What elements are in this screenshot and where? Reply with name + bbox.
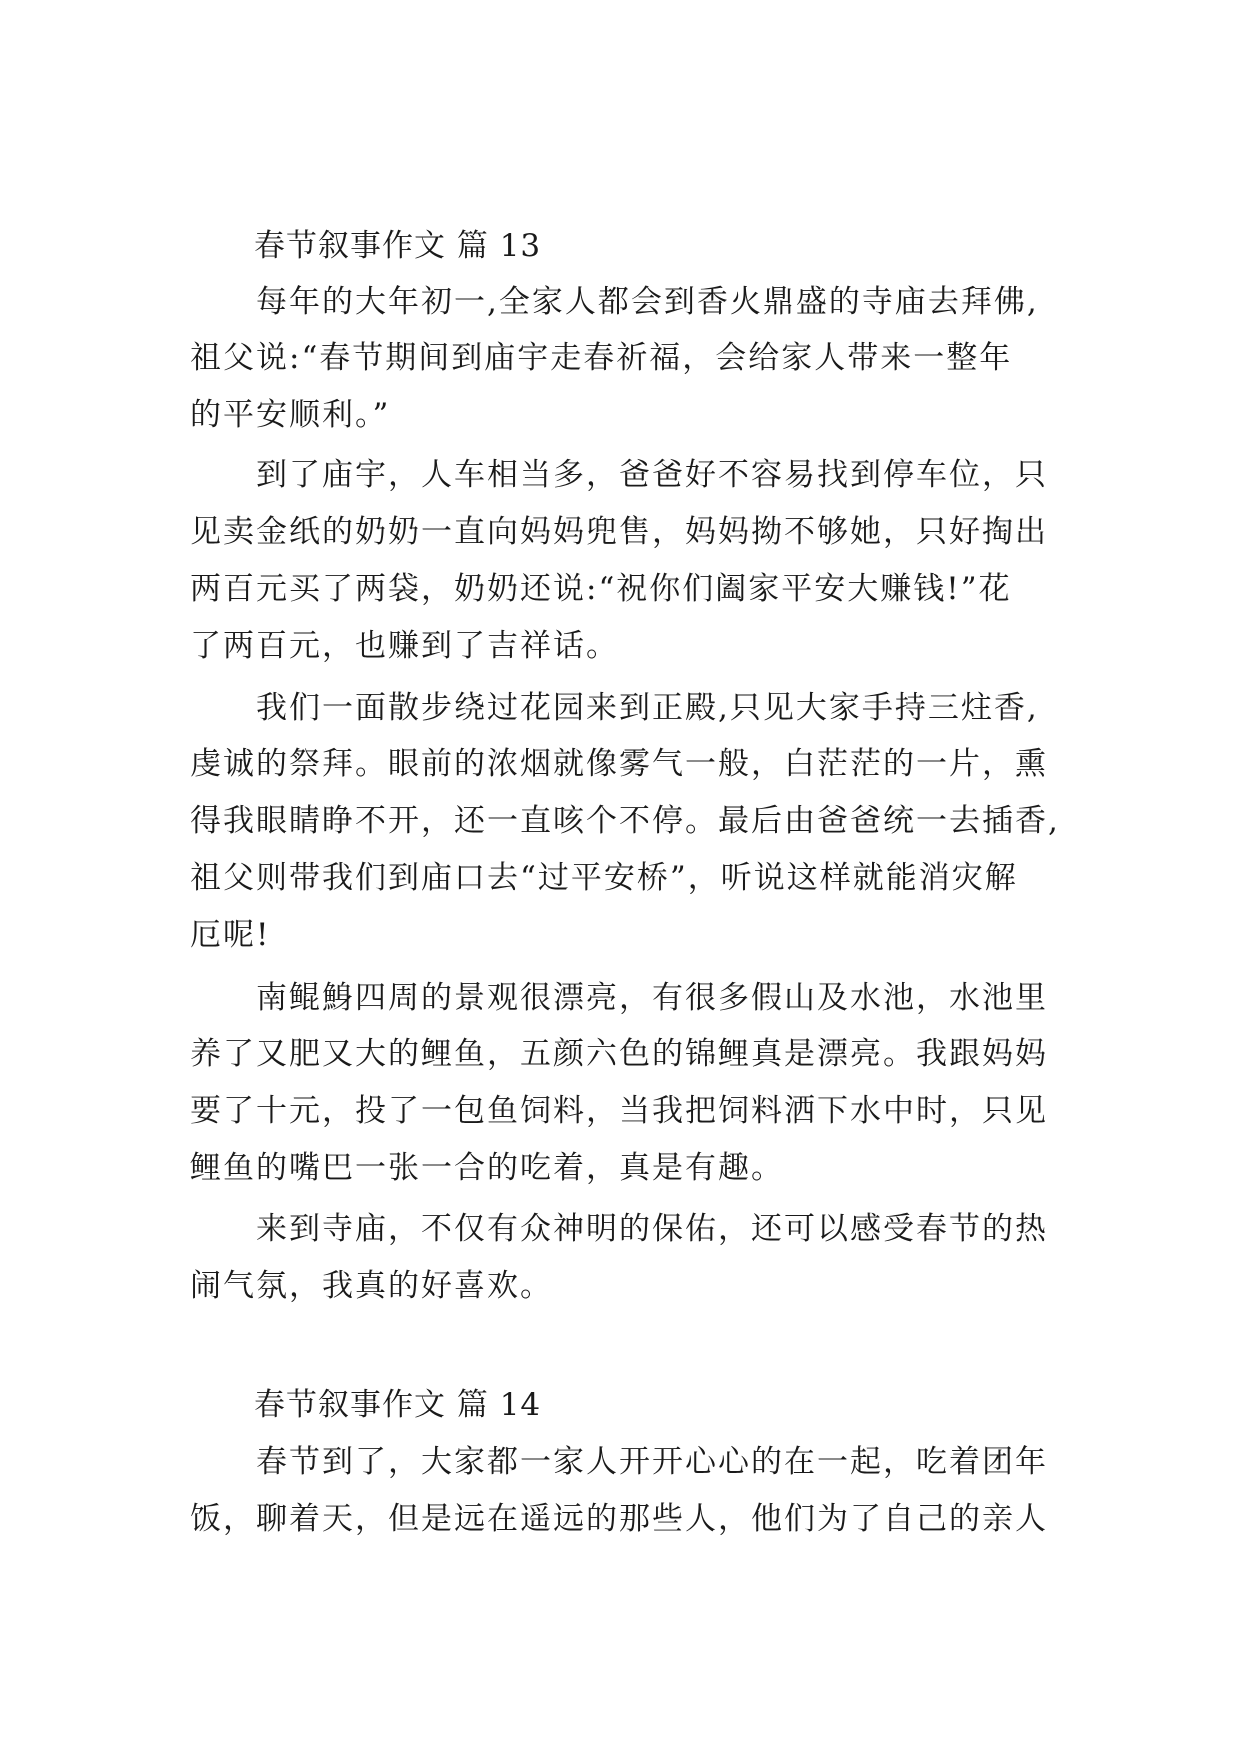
paragraph-line: 闹气氛，我真的好喜欢。	[190, 1268, 553, 1304]
paragraph-line: 得我眼睛睁不开，还一直咳个不停。最后由爸爸统一去插香,	[190, 803, 1060, 839]
paragraph-line: 饭，聊着天，但是远在遥远的那些人，他们为了自己的亲人	[190, 1501, 1048, 1537]
paragraph-line: 了两百元，也赚到了吉祥话。	[190, 628, 619, 664]
paragraph-line: 要了十元，投了一包鱼饲料，当我把饲料洒下水中时，只见	[190, 1093, 1048, 1129]
paragraph-line: 到了庙宇，人车相当多，爸爸好不容易找到停车位，只	[256, 457, 1048, 493]
paragraph-line: 养了又肥又大的鲤鱼，五颜六色的锦鲤真是漂亮。我跟妈妈	[190, 1036, 1048, 1072]
paragraph-line: 的平安顺利。”	[190, 397, 391, 433]
paragraph-line: 两百元买了两袋，奶奶还说:“祝你们阖家平安大赚钱!”花	[190, 571, 1012, 607]
paragraph-line: 祖父则带我们到庙口去“过平安桥”，听说这样就能消灾解	[190, 860, 1018, 896]
paragraph-line: 厄呢!	[190, 917, 271, 953]
paragraph-line: 祖父说:“春节期间到庙宇走春祈福，会给家人带来一整年	[190, 340, 1013, 376]
paragraph-line: 南鲲鯓四周的景观很漂亮，有很多假山及水池，水池里	[256, 980, 1048, 1016]
paragraph-line: 见卖金纸的奶奶一直向妈妈兜售，妈妈拗不够她，只好掏出	[190, 514, 1048, 550]
paragraph-line: 我们一面散步绕过花园来到正殿,只见大家手持三炷香,	[256, 690, 1039, 726]
paragraph-line: 鲤鱼的嘴巴一张一合的吃着，真是有趣。	[190, 1150, 784, 1186]
paragraph-line: 春节到了，大家都一家人开开心心的在一起，吃着团年	[256, 1444, 1048, 1480]
paragraph-line: 虔诚的祭拜。眼前的浓烟就像雾气一般，白茫茫的一片，熏	[190, 746, 1048, 782]
section-heading: 春节叙事作文 篇 14	[254, 1387, 542, 1423]
paragraph-line: 每年的大年初一,全家人都会到香火鼎盛的寺庙去拜佛,	[256, 284, 1039, 320]
section-heading: 春节叙事作文 篇 13	[254, 228, 542, 264]
paragraph-line: 来到寺庙，不仅有众神明的保佑，还可以感受春节的热	[256, 1211, 1048, 1247]
